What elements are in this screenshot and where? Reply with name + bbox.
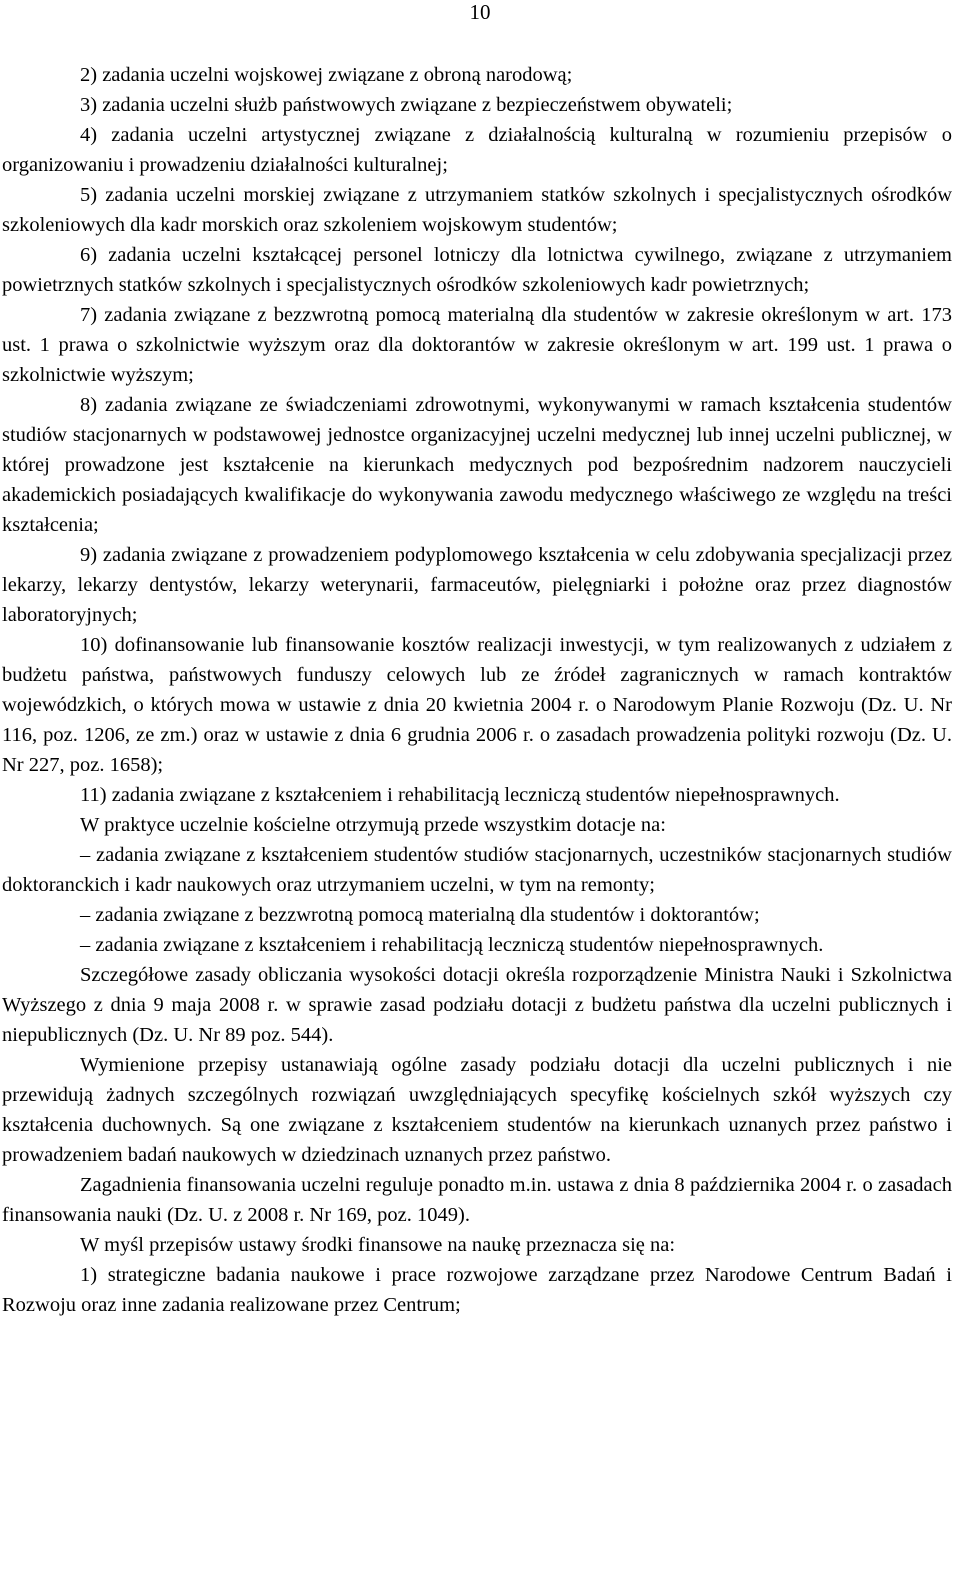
paragraph-general-rules: Wymienione przepisy ustanawiają ogólne zasady podziału dotacji dla uczelni publicznych i nie przewidują żadnych szczególnych rozwiązań uwzględniających specyfikę kościelnych szkół wyższych czy kształcenia duchownych. Są one związane z kształceniem studentów na kierunkach uznanych przez państwo i prowadzeniem badań naukowych w dziedzinach uznanych przez państwo. bbox=[2, 1054, 952, 1166]
list-item-8: 8) zadania związane ze świadczeniami zdrowotnymi, wykonywanymi w ramach kształcenia studentów studiów stacjonarnych w podstawowej jednostce organizacyjnej uczelni medycznej lub innej uczelni publicznej, w której prowadzone jest kształcenie na kierunkach medycznych pod bezpośrednim nadzorem nauczycieli akademickich posiadających kwalifikacje do wykonywania zawodu medycznego właściwego ze względu na treści kształcenia; bbox=[2, 394, 952, 536]
dash-item-2: – zadania związane z bezzwrotną pomocą materialną dla studentów i doktorantów; bbox=[80, 904, 760, 926]
list-item-6: 6) zadania uczelni kształcącej personel lotniczy dla lotnictwa cywilnego, związane z utrzymaniem powietrznych statków szkolnych i specjalistycznych ośrodków szkoleniowych kadr powietrznych; bbox=[2, 244, 952, 296]
list-item-3: 3) zadania uczelni służb państwowych związane z bezpieczeństwem obywateli; bbox=[80, 94, 733, 116]
funds-item-1: 1) strategiczne badania naukowe i prace rozwojowe zarządzane przez Narodowe Centrum Badań i Rozwoju oraz inne zadania realizowane przez Centrum; bbox=[2, 1264, 952, 1316]
list-item-7: 7) zadania związane z bezzwrotną pomocą materialną dla studentów w zakresie określonym w art. 173 ust. 1 prawa o szkolnictwie wyższym oraz dla doktorantów w zakresie określonym w art. 199 ust. 1 prawa o szkolnictwie wyższym; bbox=[2, 304, 952, 386]
page-number: 10 bbox=[469, 0, 491, 24]
list-item-4: 4) zadania uczelni artystycznej związane z działalnością kulturalną w rozumieniu przepisów o organizowaniu i prowadzeniu działalności kulturalnej; bbox=[2, 124, 952, 176]
list-item-10: 10) dofinansowanie lub finansowanie kosztów realizacji inwestycji, w tym realizowanych z udziałem z budżetu państwa, państwowych funduszy celowych lub ze źródeł zagranicznych w ramach kontraktów wojewódzkich, o których mowa w ustawie z dnia 20 kwietnia 2004 r. o Narodowym Planie Rozwoju (Dz. U. Nr 116, poz. 1206, ze zm.) oraz w ustawie z dnia 6 grudnia 2006 r. o zasadach prowadzenia polityki rozwoju (Dz. U. Nr 227, poz. 1658); bbox=[2, 634, 952, 776]
dash-item-1: – zadania związane z kształceniem studentów studiów stacjonarnych, uczestników stacjonarnych studiów doktoranckich i kadr naukowych oraz utrzymaniem uczelni, w tym na remonty; bbox=[2, 844, 952, 896]
list-item-2: 2) zadania uczelni wojskowej związane z obroną narodową; bbox=[80, 64, 573, 86]
document-body bbox=[2, 60, 952, 1320]
list-item-9: 9) zadania związane z prowadzeniem podyplomowego kształcenia w celu zdobywania specjalizacji przez lekarzy, lekarzy dentystów, lekarzy weterynarii, farmaceutów, pielęgniarki i położne oraz przez diagnostów laboratoryjnych; bbox=[2, 544, 952, 626]
paragraph-regulation: Szczegółowe zasady obliczania wysokości dotacji określa rozporządzenie Ministra Nauki i Szkolnictwa Wyższego z dnia 9 maja 2008 r. w sprawie zasad podziału dotacji z budżetu państwa dla uczelni publicznych i niepublicznych (Dz. U. Nr 89 poz. 544). bbox=[2, 964, 952, 1046]
list-item-5: 5) zadania uczelni morskiej związane z utrzymaniem statków szkolnych i specjalistycznych ośrodków szkoleniowych dla kadr morskich oraz szkoleniem wojskowym studentów; bbox=[2, 184, 952, 236]
paragraph-dotations-intro: W praktyce uczelnie kościelne otrzymują przede wszystkim dotacje na: bbox=[80, 814, 666, 836]
list-item-11: 11) zadania związane z kształceniem i rehabilitacją leczniczą studentów niepełnosprawnych. bbox=[80, 784, 840, 806]
dash-item-3: – zadania związane z kształceniem i rehabilitacją leczniczą studentów niepełnosprawnych. bbox=[80, 934, 824, 956]
paragraph-funds-intro: W myśl przepisów ustawy środki finansowe na naukę przeznacza się na: bbox=[80, 1234, 676, 1256]
paragraph-financing-act: Zagadnienia finansowania uczelni reguluje ponadto m.in. ustawa z dnia 8 października 2004 r. o zasadach finansowania nauki (Dz. U. z 2008 r. Nr 169, poz. 1049). bbox=[2, 1174, 952, 1226]
